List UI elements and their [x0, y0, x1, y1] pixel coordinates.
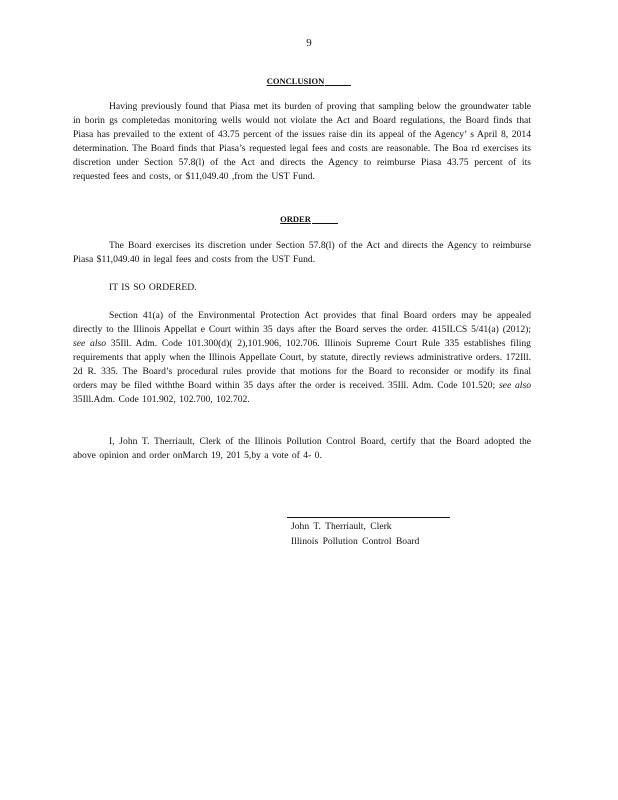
- order-paragraph: [73, 239, 531, 267]
- conclusion-text: Having previously found that Piasa met its burden of proving that sampling below the groundwater table in borin gs completedas monitoring wells would not violate the Act and Board regulations, the Board finds that Piasa has prevailed to the extent of 43.75 percent of the issues raise din its appeal of the Agency’ s April 8, 2014 determination. The Board finds that Piasa’s requested legal fees and costs are reasonable. The Boa rd exercises its discretion under Section 57.8(l) of the Act and directs the Agency to reimburse Piasa 43.75 percent of its requested fees and costs, or $11,049.40 ,from the UST Fund.: [73, 101, 531, 182]
- order-text: The Board exercises its discretion under Section 57.8(l) of the Act and directs the Agency to reimburse Piasa $11,049.40 in legal fees and costs from the UST Fund.: [73, 240, 531, 265]
- see-also-1: see also: [73, 338, 107, 349]
- see-also-2: see also: [498, 380, 531, 391]
- appeal-text-1: Section 41(a) of the Environmental Protection Act provides that final Board orders may be appealed directly to the Illinois Appellat e Court within 35 days after the Board serves the order. 415ILCS 5/41(a) (2012);: [73, 310, 531, 335]
- page-number: 9: [306, 37, 312, 49]
- signature-line: [287, 517, 450, 518]
- heading-underline: [312, 215, 338, 224]
- conclusion-heading-text: CONCLUSION: [266, 76, 325, 86]
- so-ordered-paragraph: [73, 281, 531, 295]
- signature-organization: Illinois Pollution Control Board: [291, 536, 420, 547]
- certification-text: I, John T. Therriault, Clerk of the Illinois Pollution Control Board, certify that the Board adopted the above opinion and order onMarch 19, 201 5,by a vote of 4- 0.: [73, 436, 531, 461]
- order-heading: [0, 214, 618, 224]
- appeal-text-3: 35Ill.Adm. Code 101.902, 102.700, 102.702.: [73, 394, 250, 405]
- conclusion-heading: [0, 76, 618, 86]
- conclusion-paragraph: [73, 100, 531, 184]
- certification-paragraph: [73, 435, 531, 463]
- heading-underline: [325, 77, 351, 86]
- order-heading-text: ORDER: [280, 214, 311, 224]
- so-ordered-text: IT IS SO ORDERED.: [109, 282, 197, 293]
- appeal-text-2: 35Ill. Adm. Code 101.300(d)( 2),101.906, 102.706. Illinois Supreme Court Rule 335 establishes filing requirements that apply when the Illinois Appellate Court, by statute, directly reviews administrative orders. 172Ill. 2d R. 335. The Board’s procedural rules provide that motions for the Board to reconsider or modify its final orders may be filed withthe Board within 35 days after the order is received. 35Ill. Adm. Code 101.520;: [73, 338, 531, 391]
- appeal-paragraph: [73, 309, 531, 407]
- signature-name: John T. Therriault, Clerk: [291, 521, 392, 532]
